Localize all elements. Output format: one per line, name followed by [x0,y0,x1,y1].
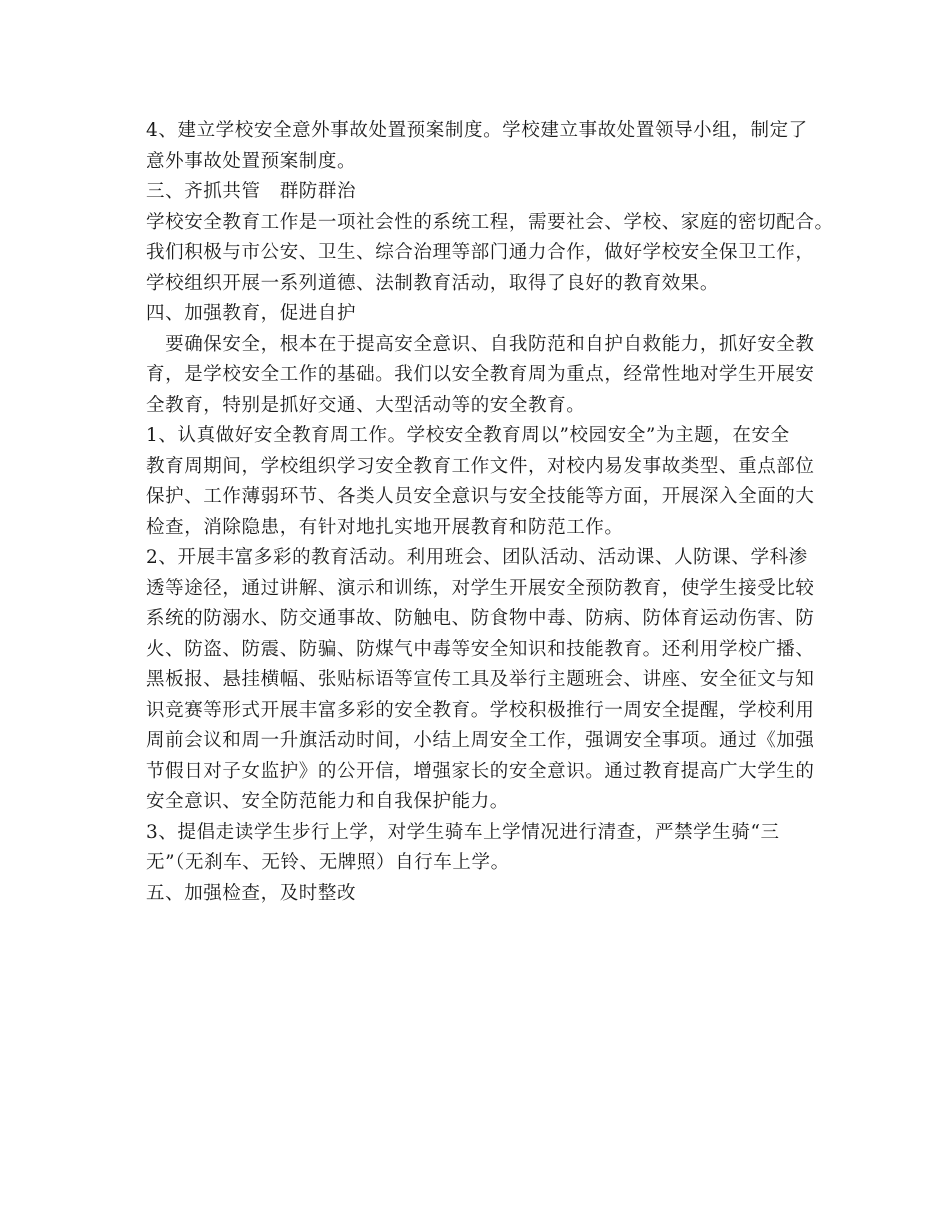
section-heading: 五、加强检查，及时整改 [146,882,357,904]
text-line: 要确保安全，根本在于提高安全意识、自我防范和自护自救能力，抓好安全教 [146,333,815,355]
text-line: 我们积极与市公安、卫生、综合治理等部门通力合作，做好学校安全保卫工作， [146,242,815,263]
text-line: 火、防盗、防震、防骗、防煤气中毒等安全知识和技能教育。还利用学校广播、 [146,638,815,660]
text-line: 4、建立学校安全意外事故处置预案制度。学校建立事故处置领导小组，制定了 [146,120,808,141]
text-line: 节假日对子女监护》的公开信，增强家长的安全意识。通过教育提高广大学生的 [146,760,815,782]
text-line: 系统的防溺水、防交通事故、防触电、防食物中毒、防病、防体育运动伤害、防 [146,608,815,629]
text-line: 学校安全教育工作是一项社会性的系统工程，需要社会、学校、家庭的密切配合。 [146,211,834,233]
text-line: 识竞赛等形式开展丰富多彩的安全教育。学校积极推行一周安全提醒，学校利用 [146,699,815,721]
text-line: 检查，消除隐患，有针对地扎实地开展教育和防范工作。 [146,516,624,538]
section-heading: 四、加强教育，促进自护 [146,303,357,324]
text-line: 2、开展丰富多彩的教育活动。利用班会、团队活动、活动课、人防课、学科渗 [146,547,808,568]
text-line: 全教育，特别是抓好交通、大型活动等的安全教育。 [146,394,586,416]
section-heading: 三、齐抓共管 群防群治 [146,181,357,202]
text-line: 育，是学校安全工作的基础。我们以安全教育周为重点，经常性地对学生开展安 [146,364,815,385]
text-line: 学校组织开展一系列道德、法制教育活动，取得了良好的教育效果。 [146,272,720,294]
text-line: 教育周期间，学校组织学习安全教育工作文件，对校内易发事故类型、重点部位 [146,455,815,477]
text-line: 意外事故处置预案制度。 [146,150,357,172]
text-line: 透等途径，通过讲解、演示和训练，对学生开展安全预防教育，使学生接受比较 [146,577,815,599]
text-line: 无”（无刹车、无铃、无牌照）自行车上学。 [146,852,510,873]
document-body [146,116,834,909]
text-line: 3、提倡走读学生步行上学，对学生骑车上学情况进行清查，严禁学生骑“三 [146,821,780,843]
text-line: 保护、工作薄弱环节、各类人员安全意识与安全技能等方面，开展深入全面的大 [146,486,815,507]
text-line: 安全意识、安全防范能力和自我保护能力。 [146,791,509,812]
text-line: 1、认真做好安全教育周工作。学校安全教育周以”校园安全”为主题，在安全 [146,425,790,446]
text-line: 周前会议和周一升旗活动时间，小结上周安全工作，强调安全事项。通过《加强 [146,730,815,751]
text-line: 黑板报、悬挂横幅、张贴标语等宣传工具及举行主题班会、讲座、安全征文与知 [146,669,815,690]
